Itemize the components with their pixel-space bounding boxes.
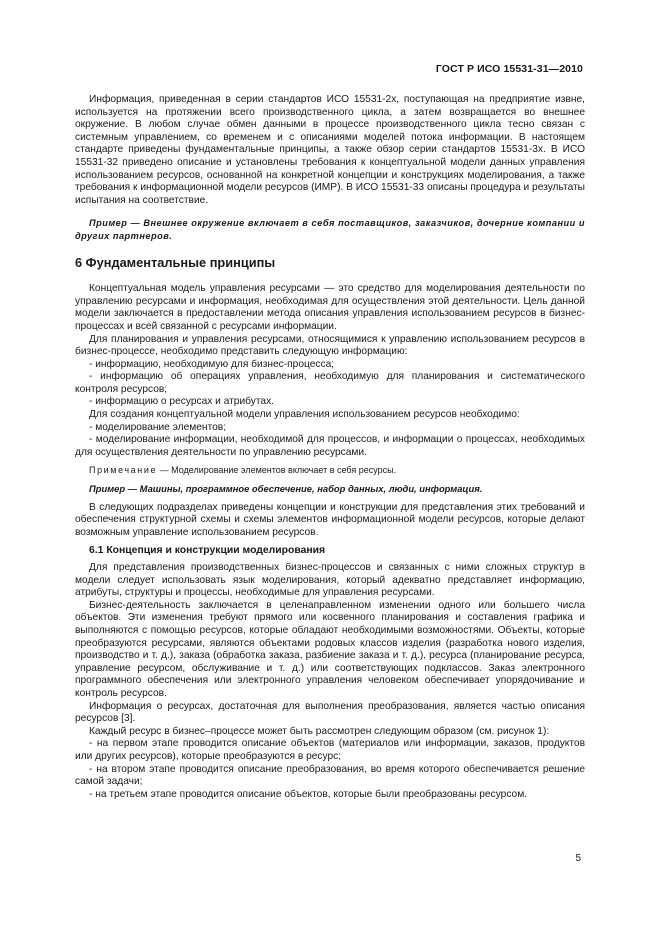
page-number: 5: [575, 853, 581, 864]
list-item: - информацию об операциях управления, необходимую для планирования и систематического контроля ресурсов;: [75, 371, 585, 395]
section-6-example: Пример — Машины, программное обеспечение, набор данных, люди, информация.: [89, 483, 483, 495]
note-label: Примечание: [89, 465, 158, 476]
list-item: - информацию о ресурсах и атрибутах.: [89, 396, 275, 408]
section-6-1-title: 6.1 Концепция и конструкции моделирования: [89, 545, 326, 557]
list-item: - моделирование информации, необходимой для процессов, и информации о процессах, необходимых для осуществления деятельности по управлению ресурсами.: [75, 434, 585, 458]
note-text: — Моделирование элементов включает в себя ресурсы.: [157, 465, 397, 476]
section-6-note: [75, 464, 585, 477]
section-6-title: 6 Фундаментальные принципы: [75, 254, 276, 270]
section-6-1-paragraph-2: Бизнес-деятельность заключается в целенаправленном изменении одного или большего числа объектов. Эти изменения требуют прямого или косвенного планирования и составления графика и выполняются с помощью ресурсов, которые обладают необходимыми возможностями. Объекты, которые преобразуются ресурсами, являются объектами родовых классов изделия (разработка нового изделия, производство и т. д.), заказа (обработка заказа, разбиение заказа и т. д.), ресурса (планирование ресурса, управление ресурсом, обслуживание и т. д.) или соответствующих подклассов. Заказ электронного программного обеспечения или электронного управления человеком обеспечивает упорядочивание и контроль ресурсов.: [75, 599, 585, 699]
section-6-1-paragraph-3: Информация о ресурсах, достаточная для выполнения преобразования, является частью описания ресурсов [3].: [75, 700, 585, 725]
page-content: [75, 94, 585, 801]
section-6-paragraph-3: Для создания концептуальной модели управления использованием ресурсов необходимо:: [89, 409, 520, 421]
intro-example: Пример — Внешнее окружение включает в себя поставщиков, заказчиков, дочерние компании и других партнеров.: [75, 218, 585, 241]
section-6-paragraph-4: В следующих подразделах приведены концепции и конструкции для представления этих требований и обеспечения структурной схемы и схемы элементов информационной модели ресурсов, которые делают возможным управление использованием ресурсов.: [75, 501, 585, 538]
document-header: ГОСТ Р ИСО 15531-31—2010: [435, 63, 583, 75]
list-item: - моделирование элементов;: [89, 421, 227, 433]
section-6-1-paragraph-4: Каждый ресурс в бизнес–процессе может быть рассмотрен следующим образом (см. рисунок 1):: [89, 725, 550, 737]
list-item: - на втором этапе проводится описание преобразования, во время которого обеспечивается решение самой задачи;: [75, 763, 585, 788]
section-6-paragraph-2: Для планирования и управления ресурсами, относящимися к управлению использованием ресурсов в бизнес-процессе, необходимо представить следующую информацию:: [75, 333, 585, 358]
section-6-1-paragraph-1: Для представления производственных бизнес-процессов и связанных с ними сложных структур в модели следует использовать язык моделирования, который адекватно представляет информацию, атрибуты, структуры и процессы, необходимые для управления ресурсами.: [75, 562, 585, 599]
list-item: - на первом этапе проводится описание объектов (материалов или информации, заказов, продуктов или других ресурсов), которые преобразуются в ресурс;: [75, 738, 585, 762]
list-item: - информацию, необходимую для бизнес-процесса;: [89, 358, 335, 370]
section-6-paragraph-1: Концептуальная модель управления ресурсами — это средство для моделирования деятельности по управлению ресурсами и информация, необходимая для осуществления этой деятельности. Цель данной модели заключается в предоставлении метода описания управления использованием ресурсов в бизнес-процессах и всей связанной с ресурсами информации.: [75, 283, 585, 332]
intro-paragraph: Информация, приведенная в серии стандартов ИСО 15531-2х, поступающая на предприятие извне, используется на протяжении всего производственного цикла, а затем возвращается во внешнее окружение. В любом случае обмен данными в процессе производственного цикла тесно связан с системным управлением, со временем и с описаниями моделей потока информации. В настоящем стандарте приведены фундаментальные принципы, а также обзор серии стандартов 15531-3х. В ИСО 15531-32 приведено описание и установлены требования к концептуальной модели данных управления использованием ресурсов, основанной на конкретной концепции и конструкциях моделирования, а также требования к информационной модели ресурсов (ИМР). В ИСО 15531-33 описаны процедура и результаты испытания на соответствие.: [75, 94, 585, 206]
list-item: - на третьем этапе проводится описание объектов, которые были преобразованы ресурсом.: [89, 788, 528, 800]
